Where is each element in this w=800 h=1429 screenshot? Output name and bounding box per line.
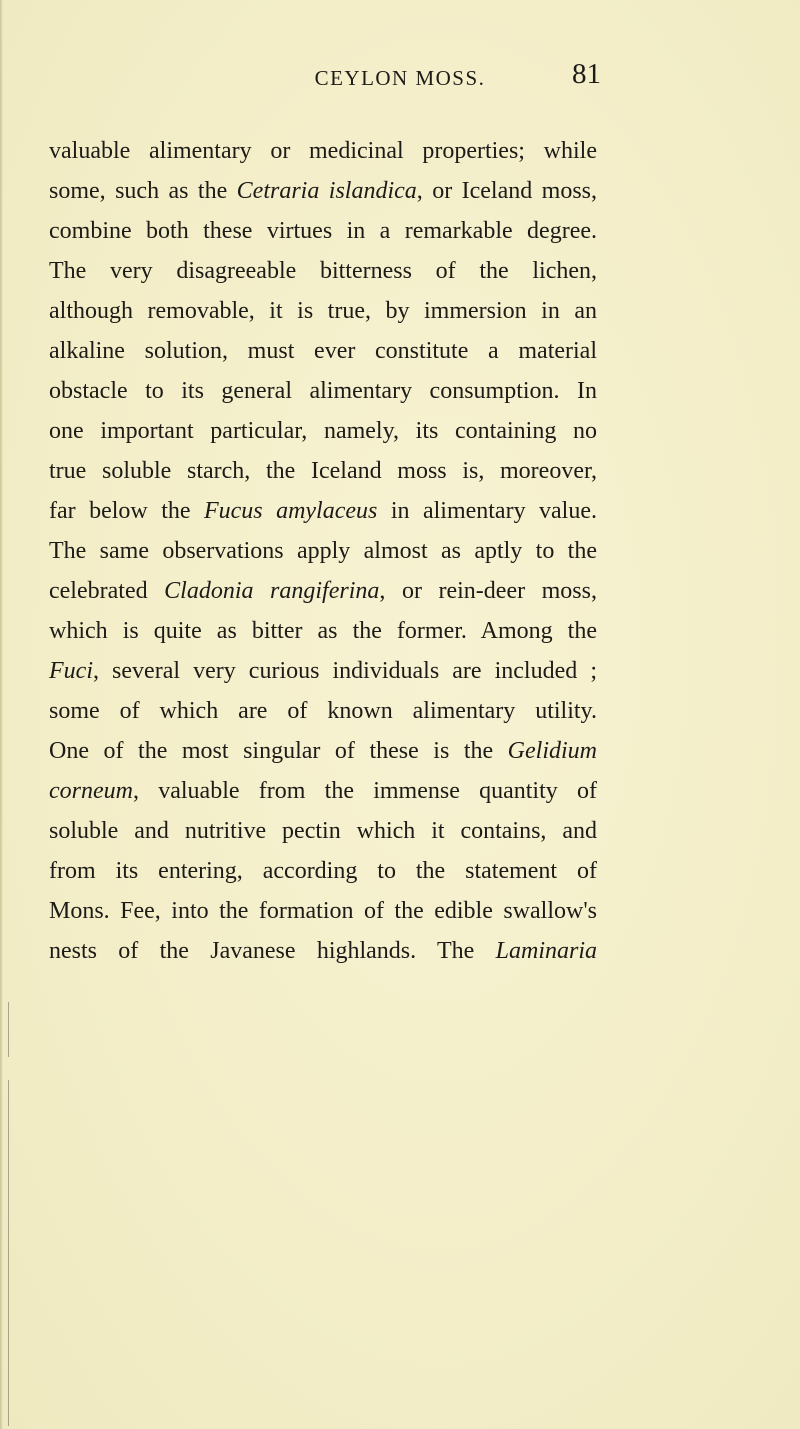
italic-term: corneum — [49, 778, 133, 804]
text-line — [49, 531, 597, 571]
page-edge — [0, 0, 3, 1429]
page-header — [0, 58, 800, 98]
text-line — [49, 851, 597, 891]
text-line — [49, 771, 597, 811]
text-run: although removable, it is true, by immersion in an — [49, 298, 597, 324]
text-line — [49, 891, 597, 931]
text-run: , or rein-deer moss, — [379, 578, 597, 604]
text-run: true soluble starch, the Iceland moss is, moreover, — [49, 458, 597, 484]
text-run: which is quite as bitter as the former. Among the — [49, 618, 597, 644]
text-run: obstacle to its general alimentary consumption. In — [49, 378, 597, 404]
italic-term: Fucus amylaceus — [203, 498, 378, 524]
text-line — [49, 331, 597, 371]
text-line — [49, 651, 597, 691]
text-run: , or Iceland moss, — [416, 178, 598, 204]
text-run: alkaline solution, must ever constitute a material — [49, 338, 597, 364]
text-line — [49, 251, 597, 291]
text-run: One of the most singular of these is the — [49, 738, 508, 764]
text-run: valuable alimentary or medicinal properties; while — [49, 138, 597, 164]
body-paragraph — [49, 131, 597, 971]
italic-term: Cetraria islandica — [236, 178, 417, 204]
text-run: some of which are of known alimentary utility. — [49, 698, 597, 724]
text-run: celebrated — [49, 578, 165, 604]
text-run: far below the — [49, 498, 204, 524]
text-run: Mons. Fee, into the formation of the edible swallow's — [49, 898, 597, 924]
running-head: CEYLON MOSS. — [314, 66, 486, 90]
italic-term: Laminaria — [495, 938, 597, 964]
text-run: nests of the Javanese highlands. The — [49, 938, 496, 964]
text-run: The same observations apply almost as aptly to the — [49, 538, 597, 564]
text-run: , several very curious individuals are included ; — [92, 658, 597, 684]
text-run: The very disagreeable bitterness of the lichen, — [49, 258, 597, 284]
text-line — [49, 611, 597, 651]
text-run: , valuable from the immense quantity of — [132, 778, 597, 804]
page-number: 81 — [572, 58, 601, 90]
text-run: some, such as the — [49, 178, 237, 204]
text-line — [49, 371, 597, 411]
text-run: combine both these virtues in a remarkable degree. — [49, 218, 597, 244]
margin-rule — [8, 1002, 9, 1057]
text-line — [49, 571, 597, 611]
text-line — [49, 291, 597, 331]
text-run: one important particular, namely, its containing no — [49, 418, 597, 444]
text-line — [49, 731, 597, 771]
text-run: in alimentary value. — [377, 498, 597, 524]
margin-rule — [8, 1080, 9, 1426]
text-line — [49, 931, 597, 971]
text-line — [49, 211, 597, 251]
text-line — [49, 811, 597, 851]
text-line — [49, 491, 597, 531]
text-line — [49, 131, 597, 171]
text-line — [49, 691, 597, 731]
italic-term: Fuci — [49, 658, 93, 684]
text-run: soluble and nutritive pectin which it contains, and — [49, 818, 597, 844]
italic-term: Cladonia rangiferina — [164, 578, 380, 604]
italic-term: Gelidium — [507, 738, 597, 764]
text-line — [49, 171, 597, 211]
text-line — [49, 411, 597, 451]
text-line — [49, 451, 597, 491]
text-run: from its entering, according to the statement of — [49, 858, 597, 884]
